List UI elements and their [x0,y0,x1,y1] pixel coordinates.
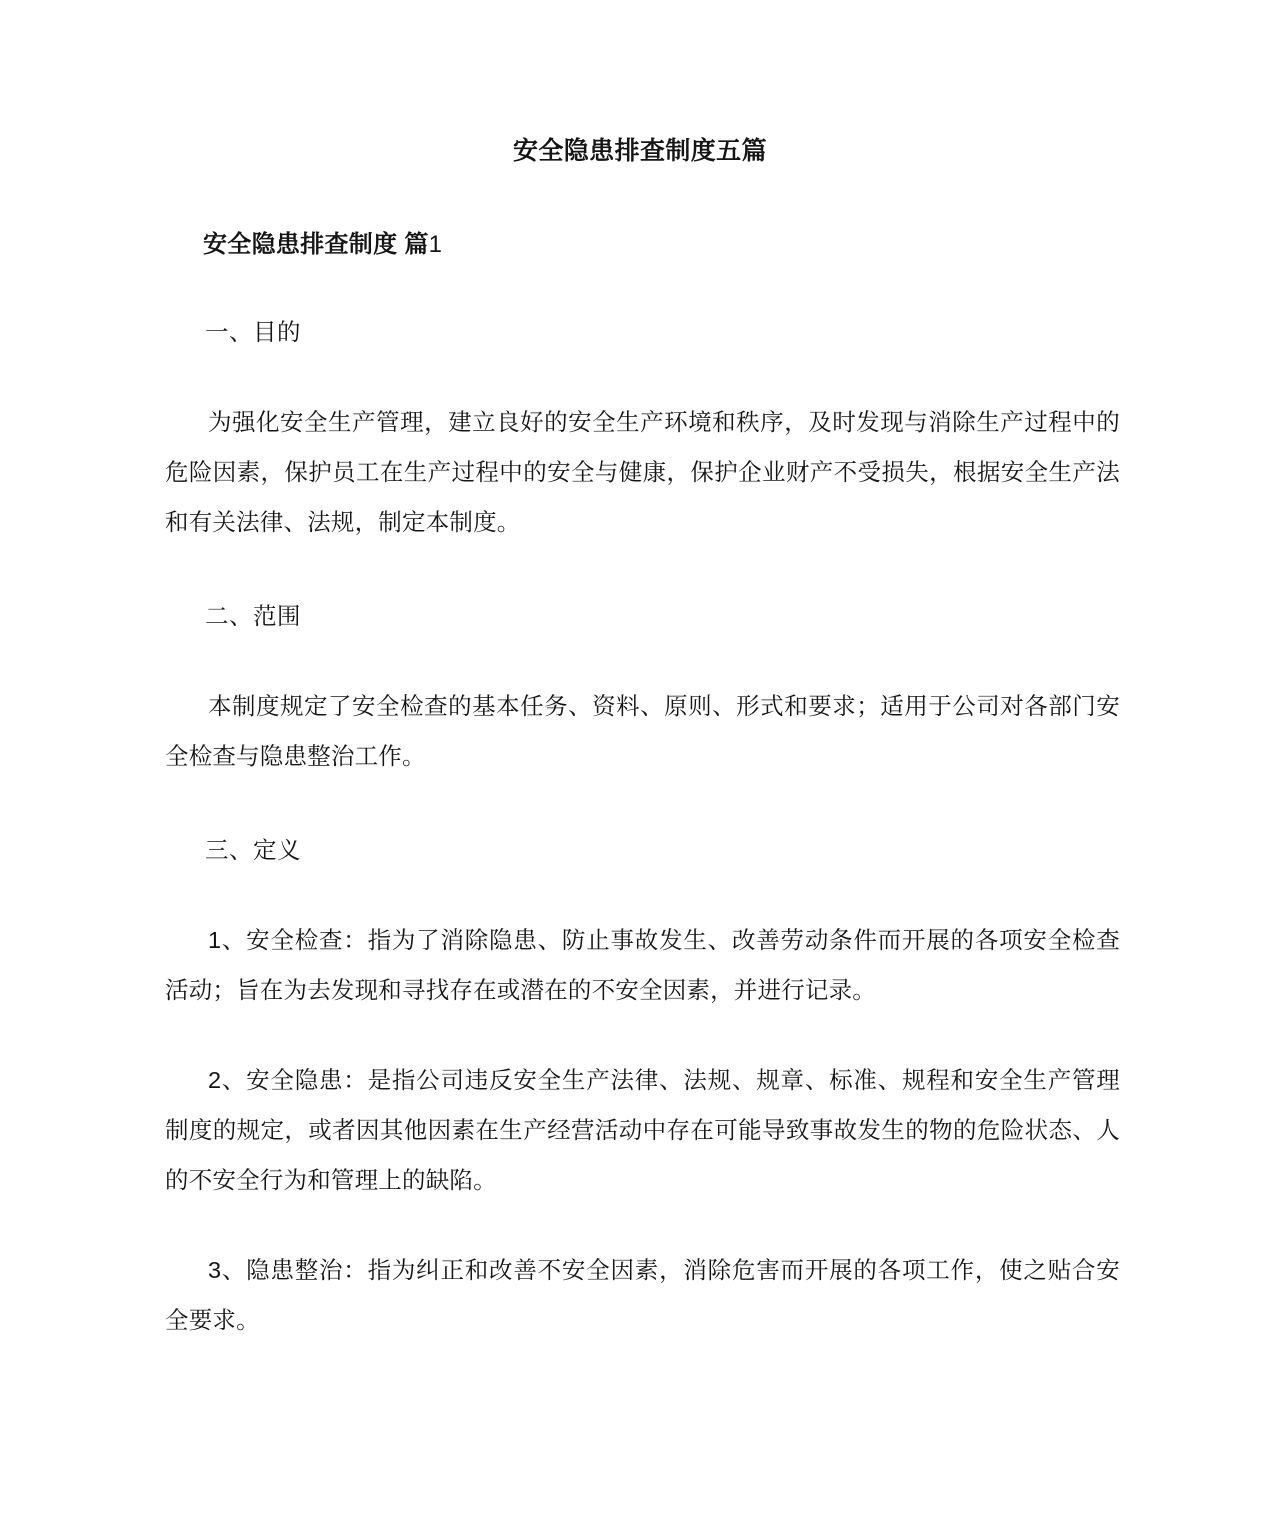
spacer [165,875,1120,915]
section-definition [165,825,1120,1345]
spacer [165,1205,1120,1245]
article-heading-number: 1 [428,231,443,258]
spacer [165,781,1120,825]
section-heading-scope: 二、范围 [205,603,301,629]
spacer [165,641,1120,681]
section-purpose [165,307,1120,547]
page-title: 安全隐患排查制度五篇 [512,137,767,165]
paragraph-definition-2: 2、安全隐患：是指公司违反安全生产法律、法规、规章、标准、规程和安全生产管理制度的规定，或者因其他因素在生产经营活动中存在可能导致事故发生的物的危险状态、人的不安全行为和管理上的缺陷。 [165,1067,1120,1193]
section-heading-purpose: 一、目的 [205,319,301,345]
spacer [165,547,1120,591]
article-body [165,228,1120,1345]
article-heading-main: 安全隐患排查制度 篇 [203,231,429,258]
spacer [165,1015,1120,1055]
section-heading-definition: 三、定义 [205,837,301,863]
article-heading [203,228,1120,262]
paragraph-purpose-1: 为强化安全生产管理，建立良好的安全生产环境和秩序，及时发现与消除生产过程中的危险因素，保护员工在生产过程中的安全与健康，保护企业财产不受损失，根据安全生产法和有关法律、法规，制定本制度。 [165,409,1120,535]
paragraph-scope-1: 本制度规定了安全检查的基本任务、资料、原则、形式和要求；适用于公司对各部门安全检查与隐患整治工作。 [165,693,1120,769]
paragraph-definition-1: 1、安全检查：指为了消除隐患、防止事故发生、改善劳动条件而开展的各项安全检查活动；旨在为去发现和寻找存在或潜在的不安全因素，并进行记录。 [165,927,1120,1003]
spacer [165,262,1120,307]
paragraph-definition-3: 3、隐患整治：指为纠正和改善不安全因素，消除危害而开展的各项工作，使之贴合安全要求。 [165,1257,1120,1333]
spacer [165,357,1120,397]
section-scope [165,591,1120,781]
